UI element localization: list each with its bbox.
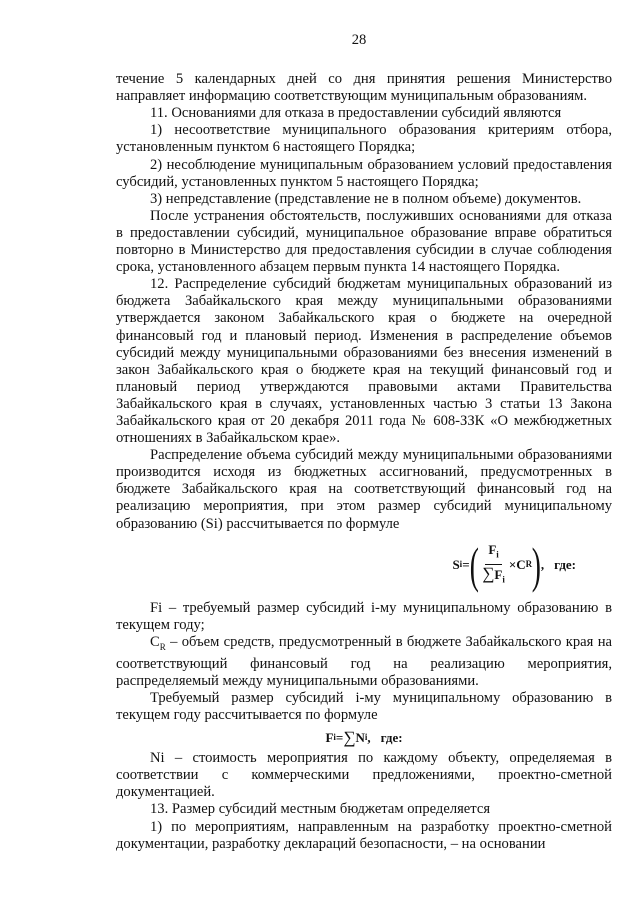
formula-subsidy-size: S i = ( $\frac{F_i}{\sum F_i}$ ×C R ) , где:: [452, 536, 576, 593]
paragraph-4: 2) несоблюдение муниципальным образованием условий предоставления субсидий, установленных пунктом 5 настоящего Порядка;: [116, 156, 612, 190]
paragraph-1: течение 5 календарных дней со дня принятия решения Министерство направляет информацию соответствующим муниципальным образованиям.: [116, 71, 612, 105]
paragraph-14: 1) по мероприятиям, направленным на разработку проектно-сметной документации, разработку деклараций безопасности, – на основании: [116, 818, 612, 852]
paragraph-11: Требуемый размер субсидий i-му муниципальному образованию в текущем году рассчитывается по формуле: [116, 690, 612, 724]
paragraph-12: Ni – стоимость мероприятия по каждому объекту, определяемая в соответствии с коммерческими предложениями, проектно-сметной документацией.: [116, 750, 612, 801]
formula-where-label-2: где:: [380, 729, 403, 745]
formula-fraction: $\frac{F_i}{\sum F_i}$: [482, 541, 505, 585]
paragraph-5: 3) непредставление (представление не в полном объеме) документов.: [150, 190, 582, 207]
paragraph-2: 11. Основаниями для отказа в предоставлении субсидий являются: [150, 105, 562, 122]
paragraph-6: После устранения обстоятельств, послуживших основаниями для отказа в предоставлении субсидий, муниципальное образование вправе обратиться повторно в Министерство для предоставления субсидии в случае соблюдения срока, установленного абзацем первым пункта 14 настоящего Порядка.: [116, 207, 612, 276]
formula-where-label: где:: [554, 557, 576, 573]
paragraphs-bottom: [116, 750, 612, 853]
paragraph-9: Fi – требуемый размер субсидий i-му муниципальному образованию в текущем году;: [116, 599, 612, 633]
paragraph-10: [116, 634, 612, 690]
paragraph-3: 1) несоответствие муниципального образования критериям отбора, установленным пунктом 6 настоящего Порядка;: [116, 122, 612, 156]
paragraph-8: Распределение объема субсидий между муниципальными образованиями производится исходя из бюджетных ассигнований, предусмотренных в бюджете Забайкальского края на соответствующий финансовый год на реализацию мероприятия, при этом размер субсидий муниципальному образованию (Si) рассчитывается по формуле: [116, 447, 612, 532]
page-number: 28: [351, 32, 367, 48]
cr-definition: [116, 634, 612, 689]
cr-definition-text: – объем средств, предусмотренный в бюджете Забайкальского края на соответствующий финансовый год на реализацию мероприятия, распределяемый между муниципальными образованиями.: [116, 633, 612, 689]
cr-subscript: R: [159, 641, 166, 652]
cr-symbol: C: [150, 633, 160, 650]
paragraph-13: 13. Размер субсидий местным бюджетам определяется: [150, 801, 491, 818]
paragraphs-mid: [116, 600, 612, 725]
paragraphs-top: [116, 71, 612, 533]
formula-required-size: F i = ∑ N i , где:: [325, 727, 403, 747]
paragraph-7: 12. Распределение субсидий бюджетам муниципальных образований из бюджета Забайкальского края между муниципальными образованиями утверждается законом Забайкальского края о бюджете на очередной финансовый год и плановый период. Изменения в распределение объемов субсидий между муниципальными образованиями без внесения изменений в закон Забайкальского края о бюджете края на текущий финансовый год и плановый период утверждаются правовыми актами Правительства Забайкальского края в случаях, установленных частью 3 статьи 13 Закона Забайкальского края от 20 декабря 2011 года № 608-ЗЗК «О межбюджетных отношениях в Забайкальском крае».: [116, 276, 612, 447]
